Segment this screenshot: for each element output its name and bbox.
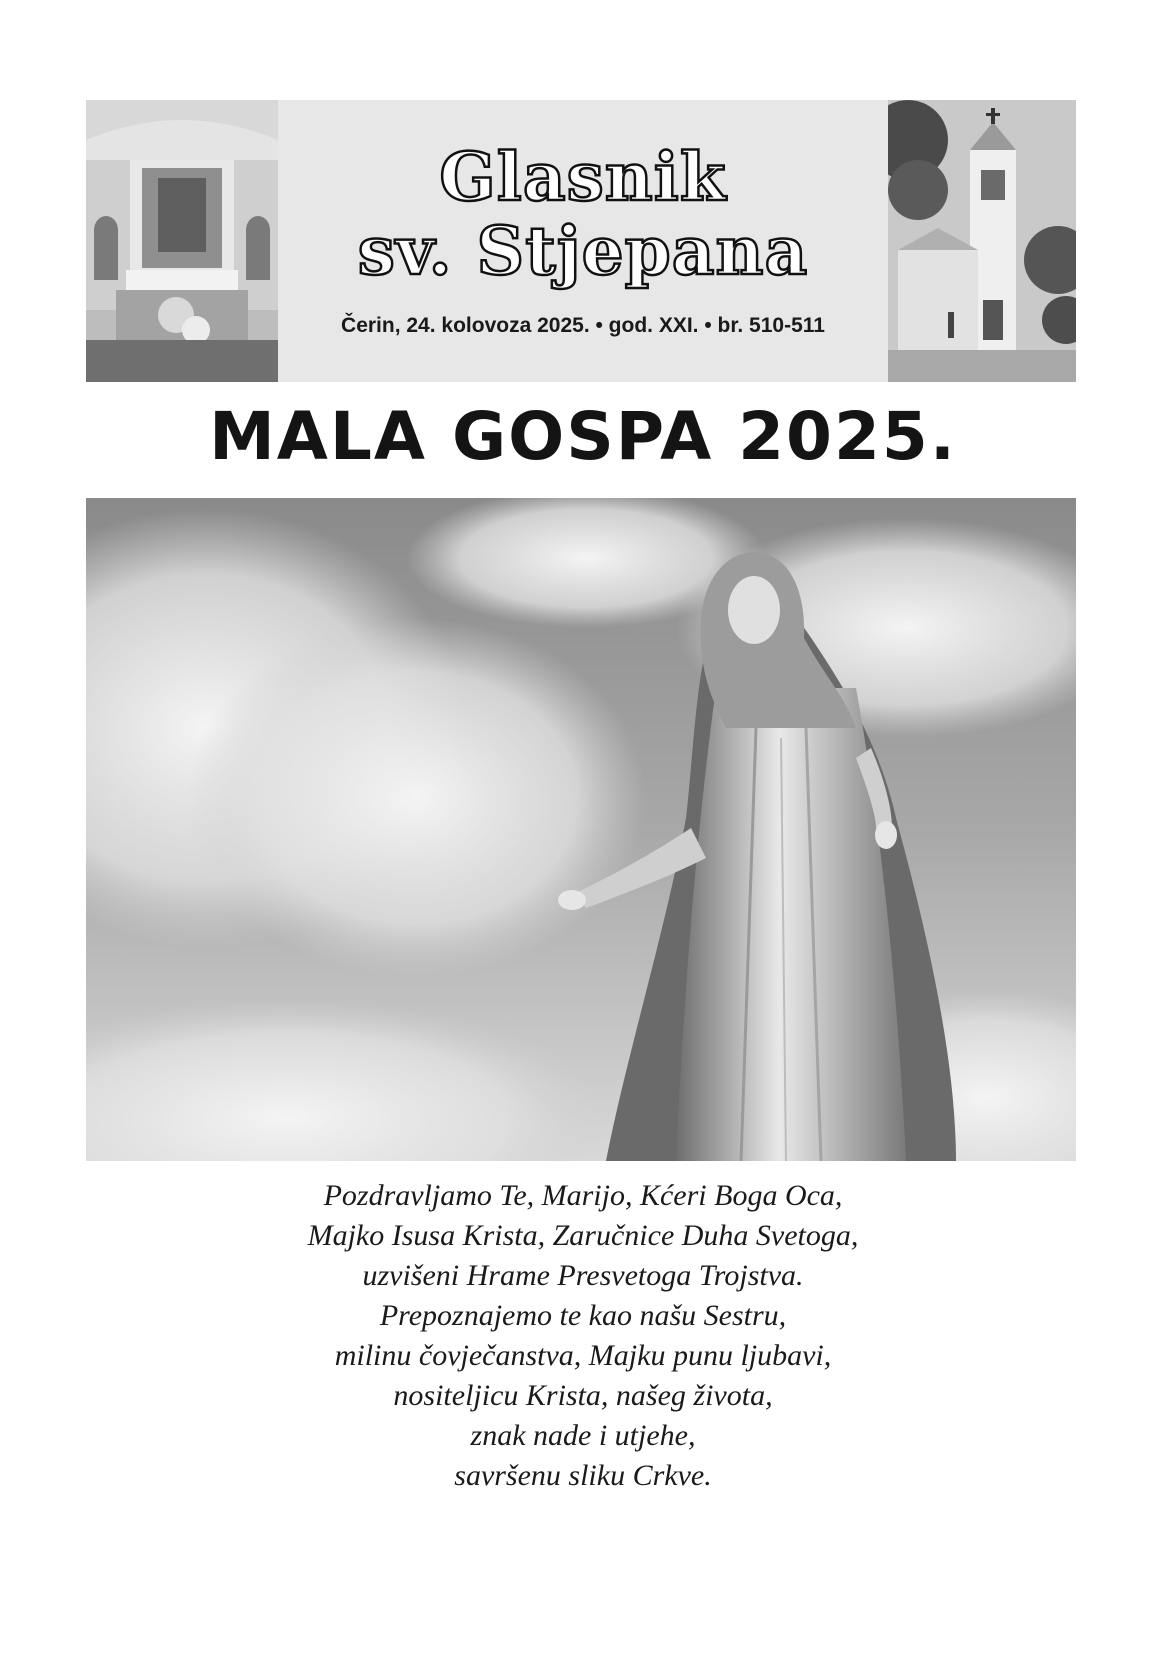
church-interior-photo [86, 100, 278, 382]
masthead-title-box [278, 100, 888, 382]
prayer-line: nositeljicu Krista, našeg života, [393, 1379, 773, 1412]
madonna-statue-photo [86, 498, 1076, 1161]
prayer-line: Prepoznajemo te kao našu Sestru, [379, 1299, 787, 1332]
issue-info: Čerin, 24. kolovoza 2025. • god. XXI. • br. 510-511 [341, 314, 825, 337]
masthead-title-line1: Glasnik [439, 138, 727, 216]
prayer-line: milinu čovječanstva, Majku punu ljubavi, [334, 1339, 832, 1372]
prayer-line: uzvišeni Hrame Presvetoga Trojstva. [362, 1259, 804, 1292]
masthead-title-line2: sv. Stjepana [357, 212, 809, 290]
prayer-line: Majko Isusa Krista, Zaručnice Duha Svetoga, [307, 1219, 859, 1252]
prayer-line: Pozdravljamo Te, Marijo, Kćeri Boga Oca, [323, 1179, 843, 1212]
prayer-text [0, 1176, 1166, 1496]
main-title: MALA GOSPA 2025. [209, 398, 957, 475]
prayer-line: znak nade i utjehe, [470, 1419, 696, 1452]
church-exterior-photo [888, 100, 1076, 382]
prayer-line: savršenu sliku Crkve. [454, 1459, 712, 1492]
masthead-header [86, 100, 1076, 382]
